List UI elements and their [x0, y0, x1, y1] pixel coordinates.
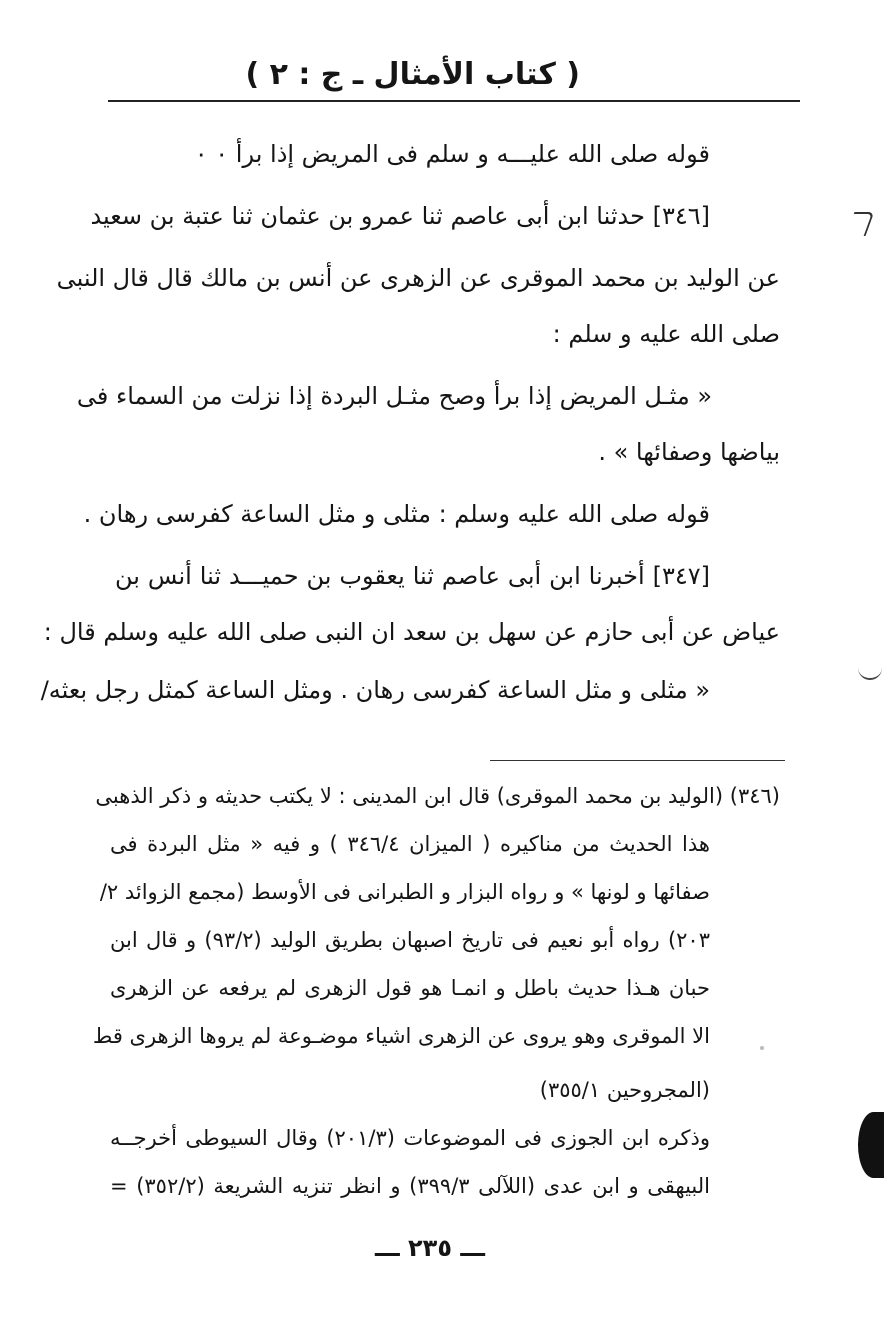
- main-line: [٣٤٦] حدثنا ابن أبى عاصم ثنا عمرو بن عثمان ثنا عتبة بن سعيد: [90, 202, 710, 230]
- main-line: قوله صلى الله عليه وسلم : مثلى و مثل الساعة كفرسى رهان .: [83, 500, 710, 528]
- main-line: قوله صلى الله عليـــه و سلم فى المريض إذا برأ ٠ ٠: [194, 140, 710, 168]
- footnote-line: هذا الحديث من مناكيره ( الميزان ٣٤٦/٤ ) و فيه « مثل البردة فى: [110, 832, 710, 856]
- footnote-line: ٢٠٣) رواه أبو نعيم فى تاريخ اصبهان بطريق الوليد (٩٣/٢) و قال ابن: [110, 928, 710, 952]
- footnote-rule: [490, 760, 785, 761]
- page-number: ـــ ٢٣٥ ـــ: [375, 1234, 485, 1262]
- header-rule: [108, 100, 800, 102]
- main-line: [٣٤٧] أخبرنا ابن أبى عاصم ثنا يعقوب بن حميـــد ثنا أنس بن: [115, 562, 710, 590]
- footnote-line: الا الموقرى وهو يروى عن الزهرى اشياء موضـوعة لم يروها الزهرى قط: [92, 1024, 710, 1048]
- main-line: عن الوليد بن محمد الموقرى عن الزهرى عن أنس بن مالك قال قال النبى: [56, 264, 780, 292]
- margin-tick-mark: [846, 212, 875, 236]
- main-line: عياض عن أبى حازم عن سهل بن سعد ان النبى صلى الله عليه وسلم قال :: [43, 618, 780, 646]
- footnote-line: حبان هـذا حديث باطل و انمـا هو قول الزهرى لم يرفعه عن الزهرى: [110, 976, 710, 1000]
- main-line: « مثـل المريض إذا برأ وصح مثـل البردة إذا نزلت من السماء فى: [76, 382, 712, 410]
- footnote-line: (٣٤٦) (الوليد بن محمد الموقرى) قال ابن المدينى : لا يكتب حديثه و ذكر الذهبى: [95, 784, 780, 808]
- main-line: بياضها وصفائها » .: [598, 438, 780, 466]
- footnote-line: البيهقى و ابن عدى (اللآلى ٣٩٩/٣) و انظر تنزيه الشريعة (٣٥٢/٢) =: [110, 1174, 710, 1198]
- edge-ink-mark: [858, 1112, 884, 1178]
- main-line: صلى الله عليه و سلم :: [552, 320, 780, 348]
- footnote-line: (المجروحين ٣٥٥/١): [539, 1078, 710, 1102]
- footnote-line: وذكره ابن الجوزى فى الموضوعات (٢٠١/٣) وقال السيوطى أخرجــه: [110, 1126, 710, 1150]
- margin-arc-mark: [858, 662, 882, 680]
- margin-dot-mark: [760, 1046, 764, 1050]
- footnote-line: صفائها و لونها » و رواه البزار و الطبرانى فى الأوسط (مجمع الزوائد ٢/: [99, 880, 710, 904]
- main-line: « مثلى و مثل الساعة كفرسى رهان . ومثل الساعة كمثل رجل بعثه/: [40, 676, 710, 704]
- running-title: ( كتاب الأمثال ـ ج : ٢ ): [245, 57, 580, 92]
